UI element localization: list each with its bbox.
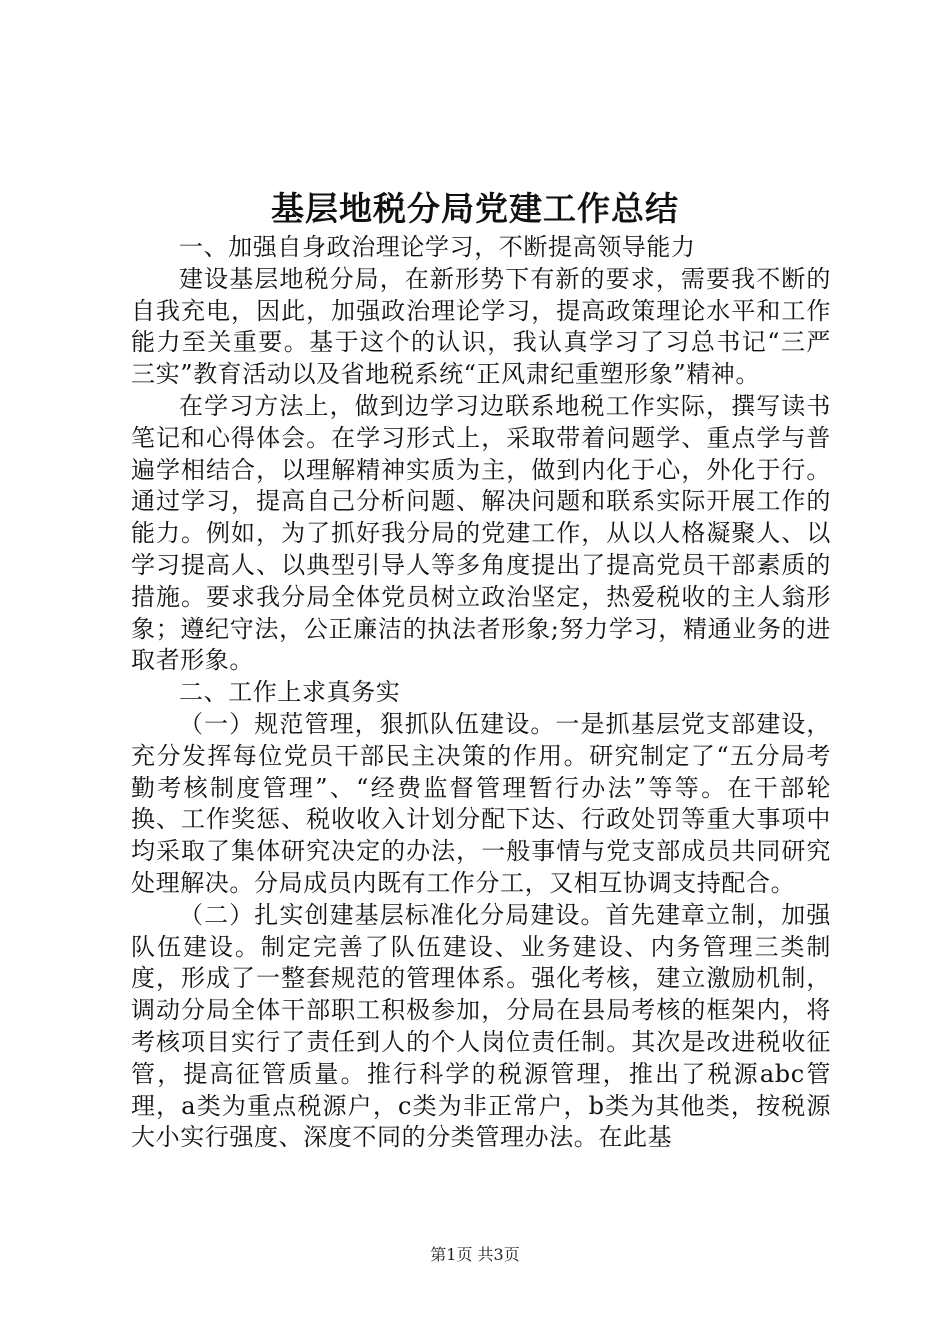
paragraph-2: 在学习方法上，做到边学习边联系地税工作实际，撰写读书笔记和心得体会。在学习形式上，采取带着问题学、重点学与普遍学相结合，以理解精神实质为主，做到内化于心，外化于行。通过学习，提高自己分析问题、解决问题和联系实际开展工作的能力。例如，为了抓好我分局的党建工作，从以人格凝聚人、以学习提高人、以典型引导人等多角度提出了提高党员干部素质的措施。要求我分局全体党员树立政治坚定，热爱税收的主人翁形象；遵纪守法，公正廉洁的执法者形象;努力学习，精通业务的进取者形象。	[131, 391, 831, 675]
document-title: 基层地税分局党建工作总结	[271, 189, 679, 228]
paragraph-3: （一）规范管理，狠抓队伍建设。一是抓基层党支部建设，充分发挥每位党员干部民主决策的作用。研究制定了“五分局考勤考核制度管理”、“经费监督管理暂行办法”等等。在干部轮换、工作奖惩、税收收入计划分配下达、行政处罚等重大事项中均采取了集体研究决定的办法，一般事情与党支部成员共同研究处理解决。分局成员内既有工作分工，又相互协调支持配合。	[131, 709, 831, 897]
paragraph-1: 建设基层地税分局，在新形势下有新的要求，需要我不断的自我充电，因此，加强政治理论学习，提高政策理论水平和工作能力至关重要。基于这个的认识，我认真学习了习总书记“三严三实”教育活动以及省地税系统“正风肃纪重塑形象”精神。	[131, 264, 831, 389]
section-heading-2: 二、工作上求真务实	[179, 678, 401, 707]
paragraph-4: （二）扎实创建基层标准化分局建设。首先建章立制，加强队伍建设。制定完善了队伍建设、业务建设、内务管理三类制度，形成了一整套规范的管理体系。强化考核，建立激励机制，调动分局全体干部职工积极参加，分局在县局考核的框架内，将考核项目实行了责任到人的个人岗位责任制。其次是改进税收征管，提高征管质量。推行科学的税源管理，推出了税源abc管理，a类为重点税源户，c类为非正常户，b类为其他类，按税源大小实行强度、深度不同的分类管理办法。在此基	[131, 900, 831, 1152]
section-heading-1: 一、加强自身政治理论学习，不断提高领导能力	[179, 233, 696, 261]
document-body	[131, 232, 831, 1154]
page-number-footer: 第1页 共3页	[430, 1245, 520, 1264]
